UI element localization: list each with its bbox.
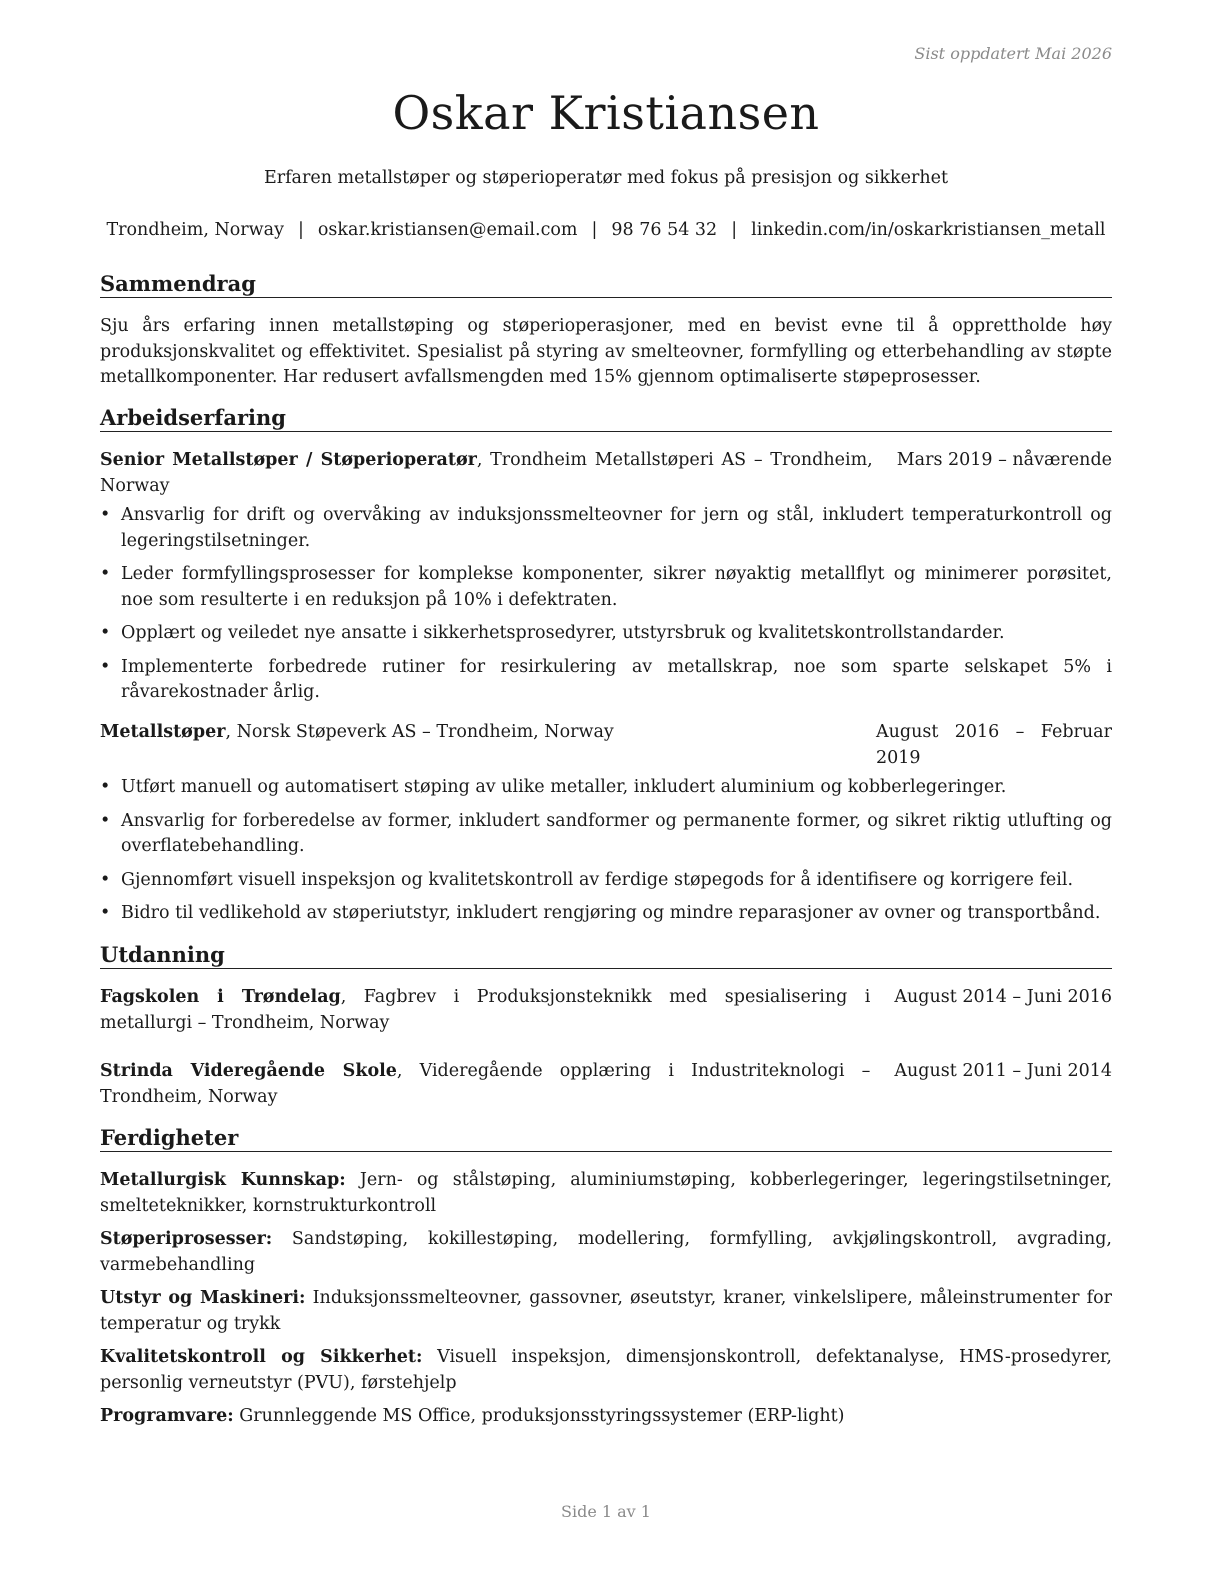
section-title-skills: Ferdigheter [100,1126,1112,1152]
list-item [100,655,1112,706]
job-header [100,448,1112,499]
bullet-icon: • [100,777,111,797]
bullet-icon: • [100,564,111,584]
contact-line [100,220,1112,240]
last-updated: Sist oppdatert Mai 2026 [914,44,1112,63]
skill-text: Grunnleggende MS Office, produksjonsstyringssystemer (ERP-light) [233,1406,845,1426]
skill-row [100,1345,1112,1396]
job-bullets [100,775,1112,927]
bullet-text: Ansvarlig for forberedelse av former, inkludert sandformer og permanente former, og sikret riktig utlufting og overflatebehandling. [121,810,1112,856]
job-entry [100,720,1112,935]
skill-label: Støperiprosesser: [100,1229,273,1249]
list-item [100,621,1112,647]
school-name: Strinda Videregående Skole [100,1061,397,1081]
tagline: Erfaren metallstøper og støperioperatør med fokus på presisjon og sikkerhet [263,168,949,188]
skill-label: Utstyr og Maskineri: [100,1288,306,1308]
contact-separator: | [731,220,738,240]
bullet-icon: • [100,903,111,923]
skill-row [100,1227,1112,1278]
education-dates: August 2014 – Juni 2016 [894,987,1112,1007]
education-header [100,985,1112,1036]
education-line [100,985,894,1036]
section-title-education: Utdanning [100,943,1112,969]
skill-row [100,1168,1112,1219]
job-header [100,720,1112,771]
job-role: Metallstøper [100,722,226,742]
bullet-icon: • [100,623,111,643]
job-bullets [100,503,1112,706]
education-dates: August 2011 – Juni 2014 [894,1061,1112,1081]
job-role: Senior Metallstøper / Støperioperatør [100,450,477,470]
skill-text: Sandstøping, kokillestøping, modellering, formfylling, avkjølingskontroll, avgrading, varmebehandling [100,1229,1112,1275]
bullet-text: Utført manuell og automatisert støping av ulike metaller, inkludert aluminium og kobberlegeringer. [121,777,1007,797]
bullet-text: Implementerte forbedrede rutiner for resirkulering av metallskrap, noe som sparte selskapet 5% i råvarekostnader årlig. [121,656,1112,702]
skill-label: Kvalitetskontroll og Sikkerhet: [100,1347,423,1367]
summary-text: Sju års erfaring innen metallstøping og støperioperasjoner, med en bevist evne til å opprettholde høy produksjonskvalitet og effektivitet. Spesialist på styring av smelteovner, formfylling og etterbehandling av støpte metallkomponenter. Har redusert avfallsmengden med 15% gjennom optimaliserte støpeprosesser. [100,316,1112,387]
skill-text: Induksjonssmelteovner, gassovner, øseutstyr, kraner, vinkelslipere, måleinstrumenter for temperatur og trykk [100,1288,1112,1334]
bullet-text: Bidro til vedlikehold av støperiutstyr, inkludert rengjøring og mindre reparasjoner av ovner og transportbånd. [121,903,1101,923]
job-details: , Trondheim Metallstøperi AS – Trondheim, Norway [100,450,873,496]
education-entry [100,985,1112,1036]
job-details: , Norsk Støpeverk AS – Trondheim, Norway [225,722,614,742]
section-title-experience: Arbeidserfaring [100,406,1112,432]
education-header [100,1059,1112,1110]
school-name: Fagskolen i Trøndelag [100,987,341,1007]
skill-label: Metallurgisk Kunnskap: [100,1170,346,1190]
job-entry [100,448,1112,714]
bullet-text: Leder formfyllingsprosesser for komplekse komponenter, sikrer nøyaktig metallflyt og minimerer porøsitet, noe som resulterte i en reduksjon på 10% i defektraten. [121,564,1112,610]
list-item [100,901,1112,927]
bullet-icon: • [100,505,111,525]
contact-phone: 98 76 54 32 [611,220,718,240]
summary-block [100,314,1112,391]
job-title-line [100,720,876,746]
bullet-icon: • [100,810,111,831]
skill-text: Jern- og stålstøping, aluminiumstøping, kobberlegeringer, legeringstilsetninger, smelteteknikker, kornstrukturkontroll [100,1170,1112,1216]
list-item [100,503,1112,554]
job-dates: August 2016 – Februar 2019 [876,722,1112,768]
bullet-icon: • [100,656,111,677]
education-entry [100,1059,1112,1110]
skill-row [100,1404,1112,1430]
education-details: , Fagbrev i Produksjonsteknikk med spesialisering i metallurgi – Trondheim, Norway [100,987,871,1033]
education-details: , Videregående opplæring i Industriteknologi – Trondheim, Norway [100,1061,871,1107]
job-title-line [100,448,897,499]
contact-linkedin[interactable]: linkedin.com/in/oskarkristiansen_metall [751,220,1106,240]
list-item [100,775,1112,801]
list-item [100,562,1112,613]
contact-separator: | [297,220,304,240]
bullet-text: Opplært og veiledet nye ansatte i sikkerhetsprosedyrer, utstyrsbruk og kvalitetskontrollstandarder. [121,623,1005,643]
bullet-text: Ansvarlig for drift og overvåking av induksjonssmelteovner for jern og stål, inkludert temperaturkontroll og legeringstilsetninger. [121,505,1112,551]
skill-text: Visuell inspeksjon, dimensjonskontroll, defektanalyse, HMS-prosedyrer, personlig verneutstyr (PVU), førstehjelp [100,1347,1112,1393]
contact-separator: | [591,220,598,240]
skill-row [100,1286,1112,1337]
skills-block [100,1168,1112,1438]
education-line [100,1059,894,1110]
list-item [100,809,1112,860]
contact-location: Trondheim, Norway [106,220,284,240]
page-number: Side 1 av 1 [561,1502,651,1521]
contact-email[interactable]: oskar.kristiansen@email.com [317,220,578,240]
bullet-text: Gjennomført visuell inspeksjon og kvalitetskontroll av ferdige støpegods for å identifisere og korrigere feil. [121,869,1074,890]
candidate-name: Oskar Kristiansen [392,86,820,140]
list-item [100,868,1112,894]
section-title-summary: Sammendrag [100,272,1112,298]
bullet-icon: • [100,869,111,890]
skill-label: Programvare: [100,1406,234,1426]
job-dates: Mars 2019 – nåværende [896,450,1112,470]
resume-page [100,0,1112,1584]
